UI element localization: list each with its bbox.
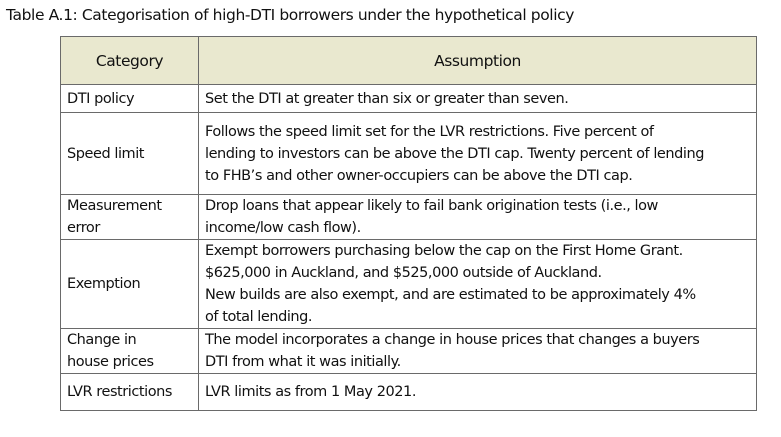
- table-row: [61, 240, 757, 329]
- table-row: [61, 374, 757, 411]
- assumption-cell: Drop loans that appear likely to fail bank origination tests (i.e., low income/low cash flow).: [199, 195, 757, 240]
- table-row: [61, 329, 757, 374]
- header-row: [61, 37, 757, 85]
- assumption-cell: LVR limits as from 1 May 2021.: [199, 374, 757, 411]
- assumption-cell: Set the DTI at greater than six or greater than seven.: [199, 85, 757, 113]
- category-cell: Change in house prices: [61, 329, 199, 374]
- category-cell: Measurement error: [61, 195, 199, 240]
- policy-table: [60, 36, 757, 411]
- category-cell: DTI policy: [61, 85, 199, 113]
- table-row: [61, 113, 757, 195]
- assumption-cell: Exempt borrowers purchasing below the cap on the First Home Grant. $625,000 in Auckland, and $525,000 outside of Auckland. New builds are also exempt, and are estimated to be approximately 4% of total lending.: [199, 240, 757, 329]
- table-row: [61, 195, 757, 240]
- category-cell: LVR restrictions: [61, 374, 199, 411]
- table-row: [61, 85, 757, 113]
- table-caption: Table A.1: Categorisation of high-DTI borrowers under the hypothetical policy: [6, 6, 574, 24]
- header-assumption: Assumption: [199, 37, 757, 85]
- category-cell: Exemption: [61, 240, 199, 329]
- assumption-cell: Follows the speed limit set for the LVR restrictions. Five percent of lending to investors can be above the DTI cap. Twenty percent of lending to FHB’s and other owner-occupiers can be above the DTI cap.: [199, 113, 757, 195]
- assumption-cell: The model incorporates a change in house prices that changes a buyers DTI from what it was initially.: [199, 329, 757, 374]
- header-category: Category: [61, 37, 199, 85]
- category-cell: Speed limit: [61, 113, 199, 195]
